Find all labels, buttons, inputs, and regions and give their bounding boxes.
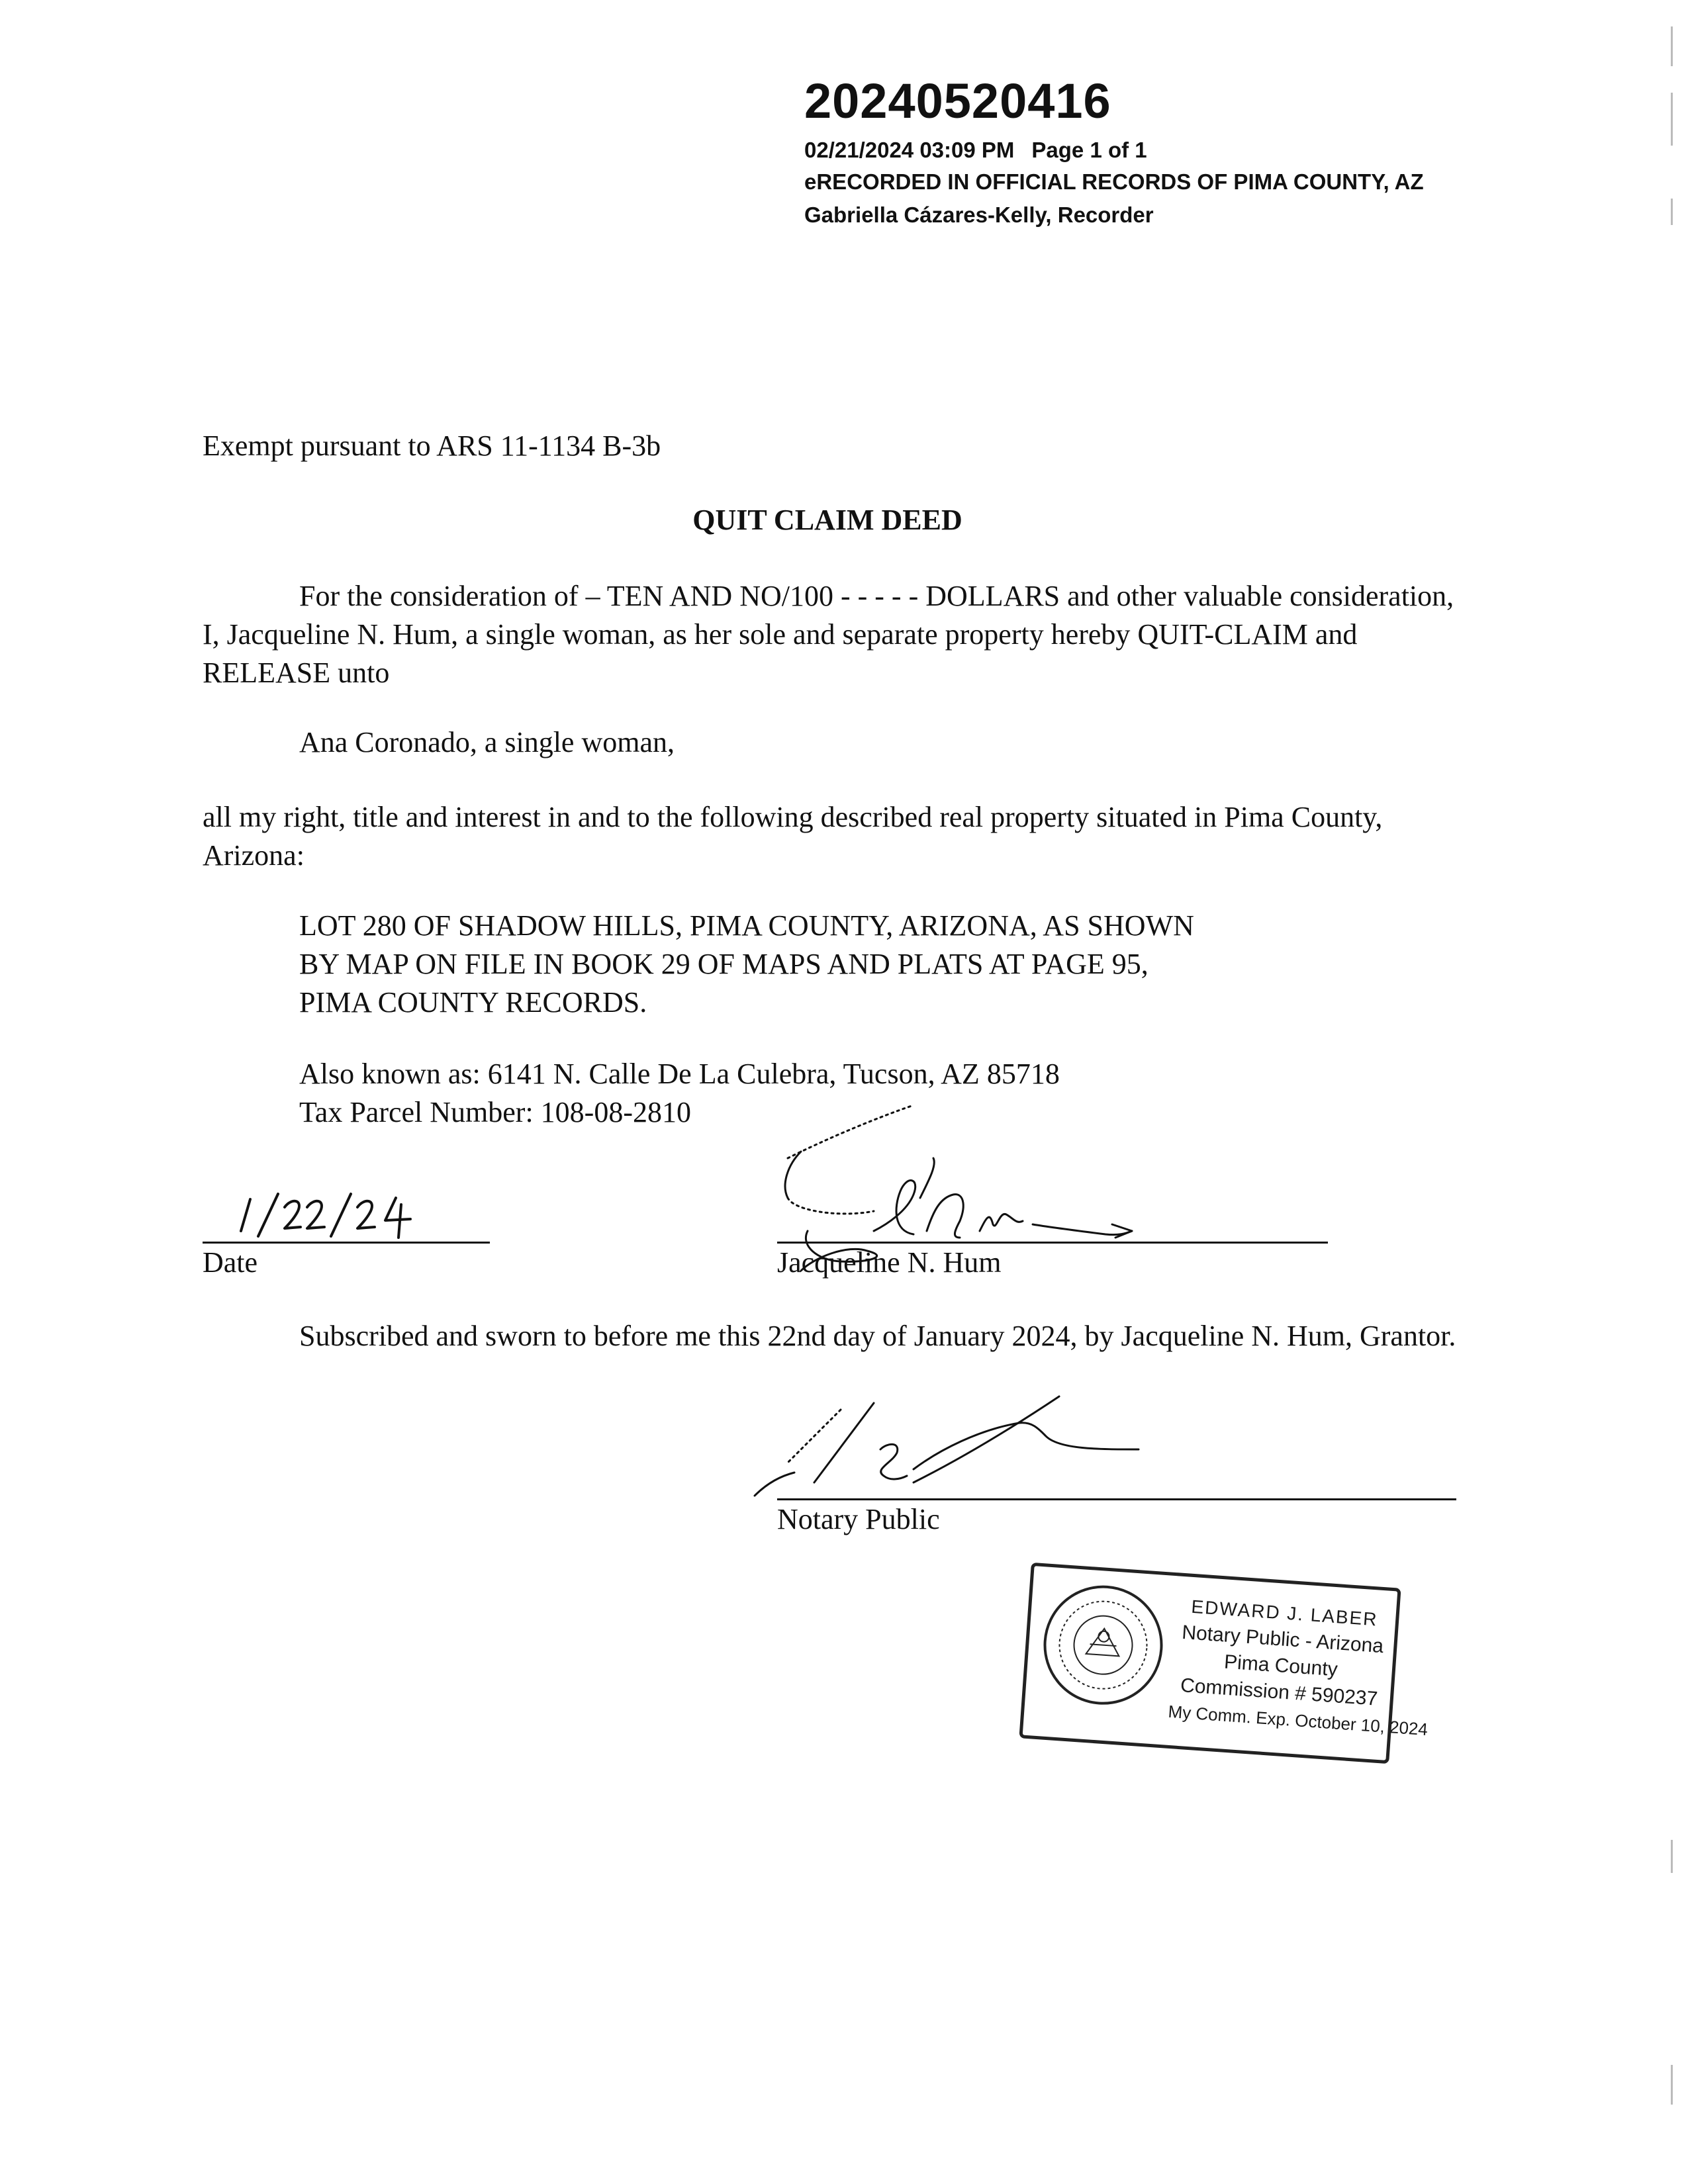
stamp-expiration: My Comm. Exp. October 10, 2024: [1167, 1701, 1429, 1740]
document-title: QUIT CLAIM DEED: [692, 504, 962, 536]
property-address-block: [299, 1055, 1060, 1132]
legal-line: LOT 280 OF SHADOW HILLS, PIMA COUNTY, ARIZONA, AS SHOWN: [299, 909, 1194, 942]
recording-datetime: 02/21/2024 03:09 PM: [804, 138, 1015, 162]
notary-signature: [741, 1383, 1178, 1509]
scan-edge-mark: [1671, 1840, 1673, 1873]
exemption-statement: Exempt pursuant to ARS 11-1134 B-3b: [203, 430, 661, 462]
scan-edge-mark: [1671, 2065, 1673, 2105]
stamp-county: Pima County: [1223, 1651, 1338, 1681]
rights-paragraph: all my right, title and interest in and to the following described real property situated in Pima County, Arizona:: [203, 801, 1383, 872]
sworn-text: Subscribed and sworn to before me this 22nd day of January 2024, by Jacqueline N. Hum, Grantor.: [299, 1320, 1456, 1352]
stamp-text: [1167, 1592, 1429, 1740]
grantee: Ana Coronado, a single woman,: [299, 726, 675, 758]
state-seal-icon: [1036, 1578, 1170, 1712]
recording-datetime-line: [804, 138, 1147, 163]
notary-public-label: Notary Public: [777, 1503, 940, 1535]
scan-edge-mark: [1671, 93, 1673, 146]
legal-line: BY MAP ON FILE IN BOOK 29 OF MAPS AND PLATS AT PAGE 95,: [299, 948, 1149, 980]
consideration-text: For the consideration of – TEN AND NO/100 - - - - - DOLLARS and other valuable consideration, I, Jacqueline N. Hum, a single woman, as her sole and separate property hereby QUIT-CLAIM and RELEASE unto: [203, 580, 1454, 689]
stamp-commission: Commission # 590237: [1180, 1674, 1379, 1710]
recording-number: 20240520416: [804, 73, 1111, 128]
legal-line: PIMA COUNTY RECORDS.: [299, 986, 647, 1019]
recorder-name: Gabriella Cázares-Kelly, Recorder: [804, 203, 1154, 227]
scan-edge-mark: [1671, 26, 1673, 66]
recording-page: Page 1 of 1: [1031, 138, 1147, 162]
notary-acknowledgment: [203, 1317, 1460, 1355]
notary-stamp: [1019, 1563, 1429, 1764]
grantor-name-label: Jacqueline N. Hum: [777, 1246, 1002, 1279]
date-signature-line: [203, 1242, 490, 1244]
scan-edge-mark: [1671, 199, 1673, 225]
recording-office: eRECORDED IN OFFICIAL RECORDS OF PIMA COUNTY, AZ: [804, 169, 1424, 194]
stamp-notary-name: EDWARD J. LABER: [1190, 1596, 1379, 1630]
consideration-paragraph: [203, 577, 1460, 692]
also-known-as: Also known as: 6141 N. Calle De La Culebra, Tucson, AZ 85718: [299, 1058, 1060, 1090]
grantor-signature-line: [777, 1242, 1328, 1244]
legal-description: [299, 907, 1194, 1022]
date-label: Date: [203, 1246, 258, 1279]
tax-parcel-number: Tax Parcel Number: 108-08-2810: [299, 1096, 691, 1128]
stamp-title: Notary Public - Arizona: [1181, 1621, 1385, 1658]
notary-signature-line: [777, 1498, 1456, 1500]
handwritten-date: [232, 1185, 430, 1244]
